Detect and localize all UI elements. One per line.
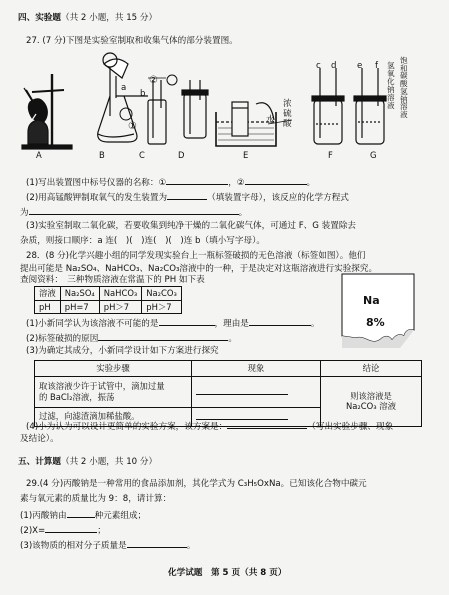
label-naoh: 氢 氧 化 钠 溶 液 <box>387 61 395 110</box>
experiment-row-1 <box>35 376 422 407</box>
ph-table <box>34 286 182 314</box>
q28-blank2[interactable] <box>249 317 311 326</box>
section5-heading <box>18 457 157 468</box>
q28-part3: (3)为确定其成分，小新同学设计如下方案进行探究 <box>26 346 219 356</box>
label-apparatus-f: F <box>328 150 333 160</box>
q28-part1: (1)小新同学认为该溶液不可能的是 ，理由是 。 <box>26 319 320 329</box>
q28-part4: (4)小为认为可以设计更简单的实验方案，该方案是： （写出实验步骤、现象 <box>26 422 394 432</box>
label-circle2: ② <box>149 75 158 86</box>
q28-line2: 提出可能是 Na₂SO₄、NaHCO₃、Na₂CO₃溶液中的一种，于是决定对这瓶溶液进行实验探究。 <box>20 264 378 274</box>
label-circle1: ① <box>128 121 137 132</box>
q27-blank-equation[interactable] <box>29 206 239 215</box>
q28-line1: 28．(8 分)化学兴趣小组的同学发现实验台上一瓶标签破损的无色溶液（标签如图）。他们 <box>26 251 366 261</box>
q27-part3: (3)实验室制取二氧化碳，若要收集到纯净干燥的二氧化碳气体，可通过 F、G 装置除去 <box>26 221 357 231</box>
apparatus-g <box>354 68 386 144</box>
q27-blank2[interactable] <box>245 176 307 185</box>
label-d: d <box>331 61 337 71</box>
label-a: a <box>121 83 127 93</box>
section5-note: （共 2 小题，共 10 分） <box>60 457 158 467</box>
experiment-step2: 过滤，向滤渣滴加稀盐酸。 <box>35 407 192 426</box>
label-apparatus-a: A <box>36 150 42 160</box>
experiment-conclusion: 则该溶液是 Na₂CO₃ 溶液 <box>321 376 422 426</box>
q29-line1: 29.(4 分)丙酸钠是一种常用的食品添加剂，其化学式为 C₃H₅OxNa。已知该化合物中碳元 <box>26 479 367 489</box>
apparatus-f <box>312 68 344 144</box>
q28-part4-line2: 及结论）。 <box>20 434 59 444</box>
q29-part1: (1)丙酸钠由 种元素组成； <box>20 511 147 521</box>
label-f: f <box>375 61 379 71</box>
conc-acid-char3: 酸 <box>283 118 292 129</box>
label-e: e <box>357 61 363 71</box>
q27-part1: (1)写出装置图中标号仪器的名称：① ，② 。 <box>26 178 316 188</box>
label-b: b <box>140 89 146 99</box>
q27-part2: (2)用高锰酸钾制取氧气的发生装置为 （填装置字母），该反应的化学方程式 <box>26 193 349 203</box>
q28-blank4[interactable] <box>227 420 307 429</box>
q28-line3: 查阅资料： 三种物质溶液在常温下的 PH 如下表 <box>20 275 205 285</box>
label-apparatus-e: E <box>243 150 249 160</box>
q29-line2: 素与氧元素的质量比为 9：8，请计算： <box>20 494 172 504</box>
label-apparatus-g: G <box>370 150 377 160</box>
label-apparatus-c: C <box>139 150 145 160</box>
q27-blank1[interactable] <box>166 176 228 185</box>
experiment-phenomenon1[interactable] <box>192 376 321 407</box>
q29-blank1[interactable] <box>67 509 95 518</box>
conc-acid-char2: 硫 <box>283 108 292 119</box>
ph-table-row: pH pH=7 pH＞7 pH＞7 <box>35 300 182 314</box>
apparatus-e <box>216 102 292 146</box>
apparatus-d <box>167 75 208 138</box>
label-conc-acid <box>283 100 292 130</box>
q28-blank1[interactable] <box>159 317 215 326</box>
section4-heading <box>18 13 157 24</box>
q29-blank3[interactable] <box>127 539 187 548</box>
q29-blank2[interactable] <box>45 524 97 533</box>
experiment-table <box>34 360 422 427</box>
apparatus-a <box>22 74 72 149</box>
q27-part3-line2: 杂质，则接口顺序：a 连( )( )连( )( )连 b（填小写字母）。 <box>20 236 265 246</box>
ph-table-header: 溶液 Na₂SO₄ NaHCO₃ Na₂CO₃ <box>35 287 182 301</box>
q27-part2-line2: 为 。 <box>20 208 248 218</box>
label-percent-text: 8% <box>366 316 385 329</box>
q27-blank3[interactable] <box>167 191 207 200</box>
experiment-step1: 取该溶液少许于试管中，滴加过量 的 BaCl₂溶液，振荡 <box>35 376 192 407</box>
label-c: c <box>316 61 321 71</box>
q28-part2: (2)标签破损的原因 。 <box>26 334 237 344</box>
label-apparatus-d: D <box>178 150 185 160</box>
q29-part2: (2)X= ； <box>20 526 106 536</box>
label-na-text: Na <box>363 294 380 307</box>
label-nahco3: 饱 和 碳 酸 氢 钠 溶 液 <box>400 56 408 120</box>
experiment-table-header: 实验步骤 现象 结论 <box>35 361 422 377</box>
conc-acid-char1: 浓 <box>283 99 292 109</box>
section4-title: 四、实验题 <box>18 13 61 23</box>
section4-note: （共 2 小题，共 15 分） <box>60 13 158 23</box>
section5-title: 五、计算题 <box>18 457 61 467</box>
apparatus-c <box>148 78 166 144</box>
q27-intro: 27. (7 分)下图是实验室制取和收集气体的部分装置图。 <box>26 36 238 46</box>
page-footer: 化学试题 第 5 页（共 8 页） <box>168 568 287 578</box>
label-apparatus-b: B <box>99 150 105 160</box>
q29-part3: (3)该物质的相对分子质量是 。 <box>20 541 196 551</box>
q28-blank3[interactable] <box>98 332 228 341</box>
label-water: 水 <box>266 115 275 125</box>
broken-label-illustration <box>340 272 420 352</box>
